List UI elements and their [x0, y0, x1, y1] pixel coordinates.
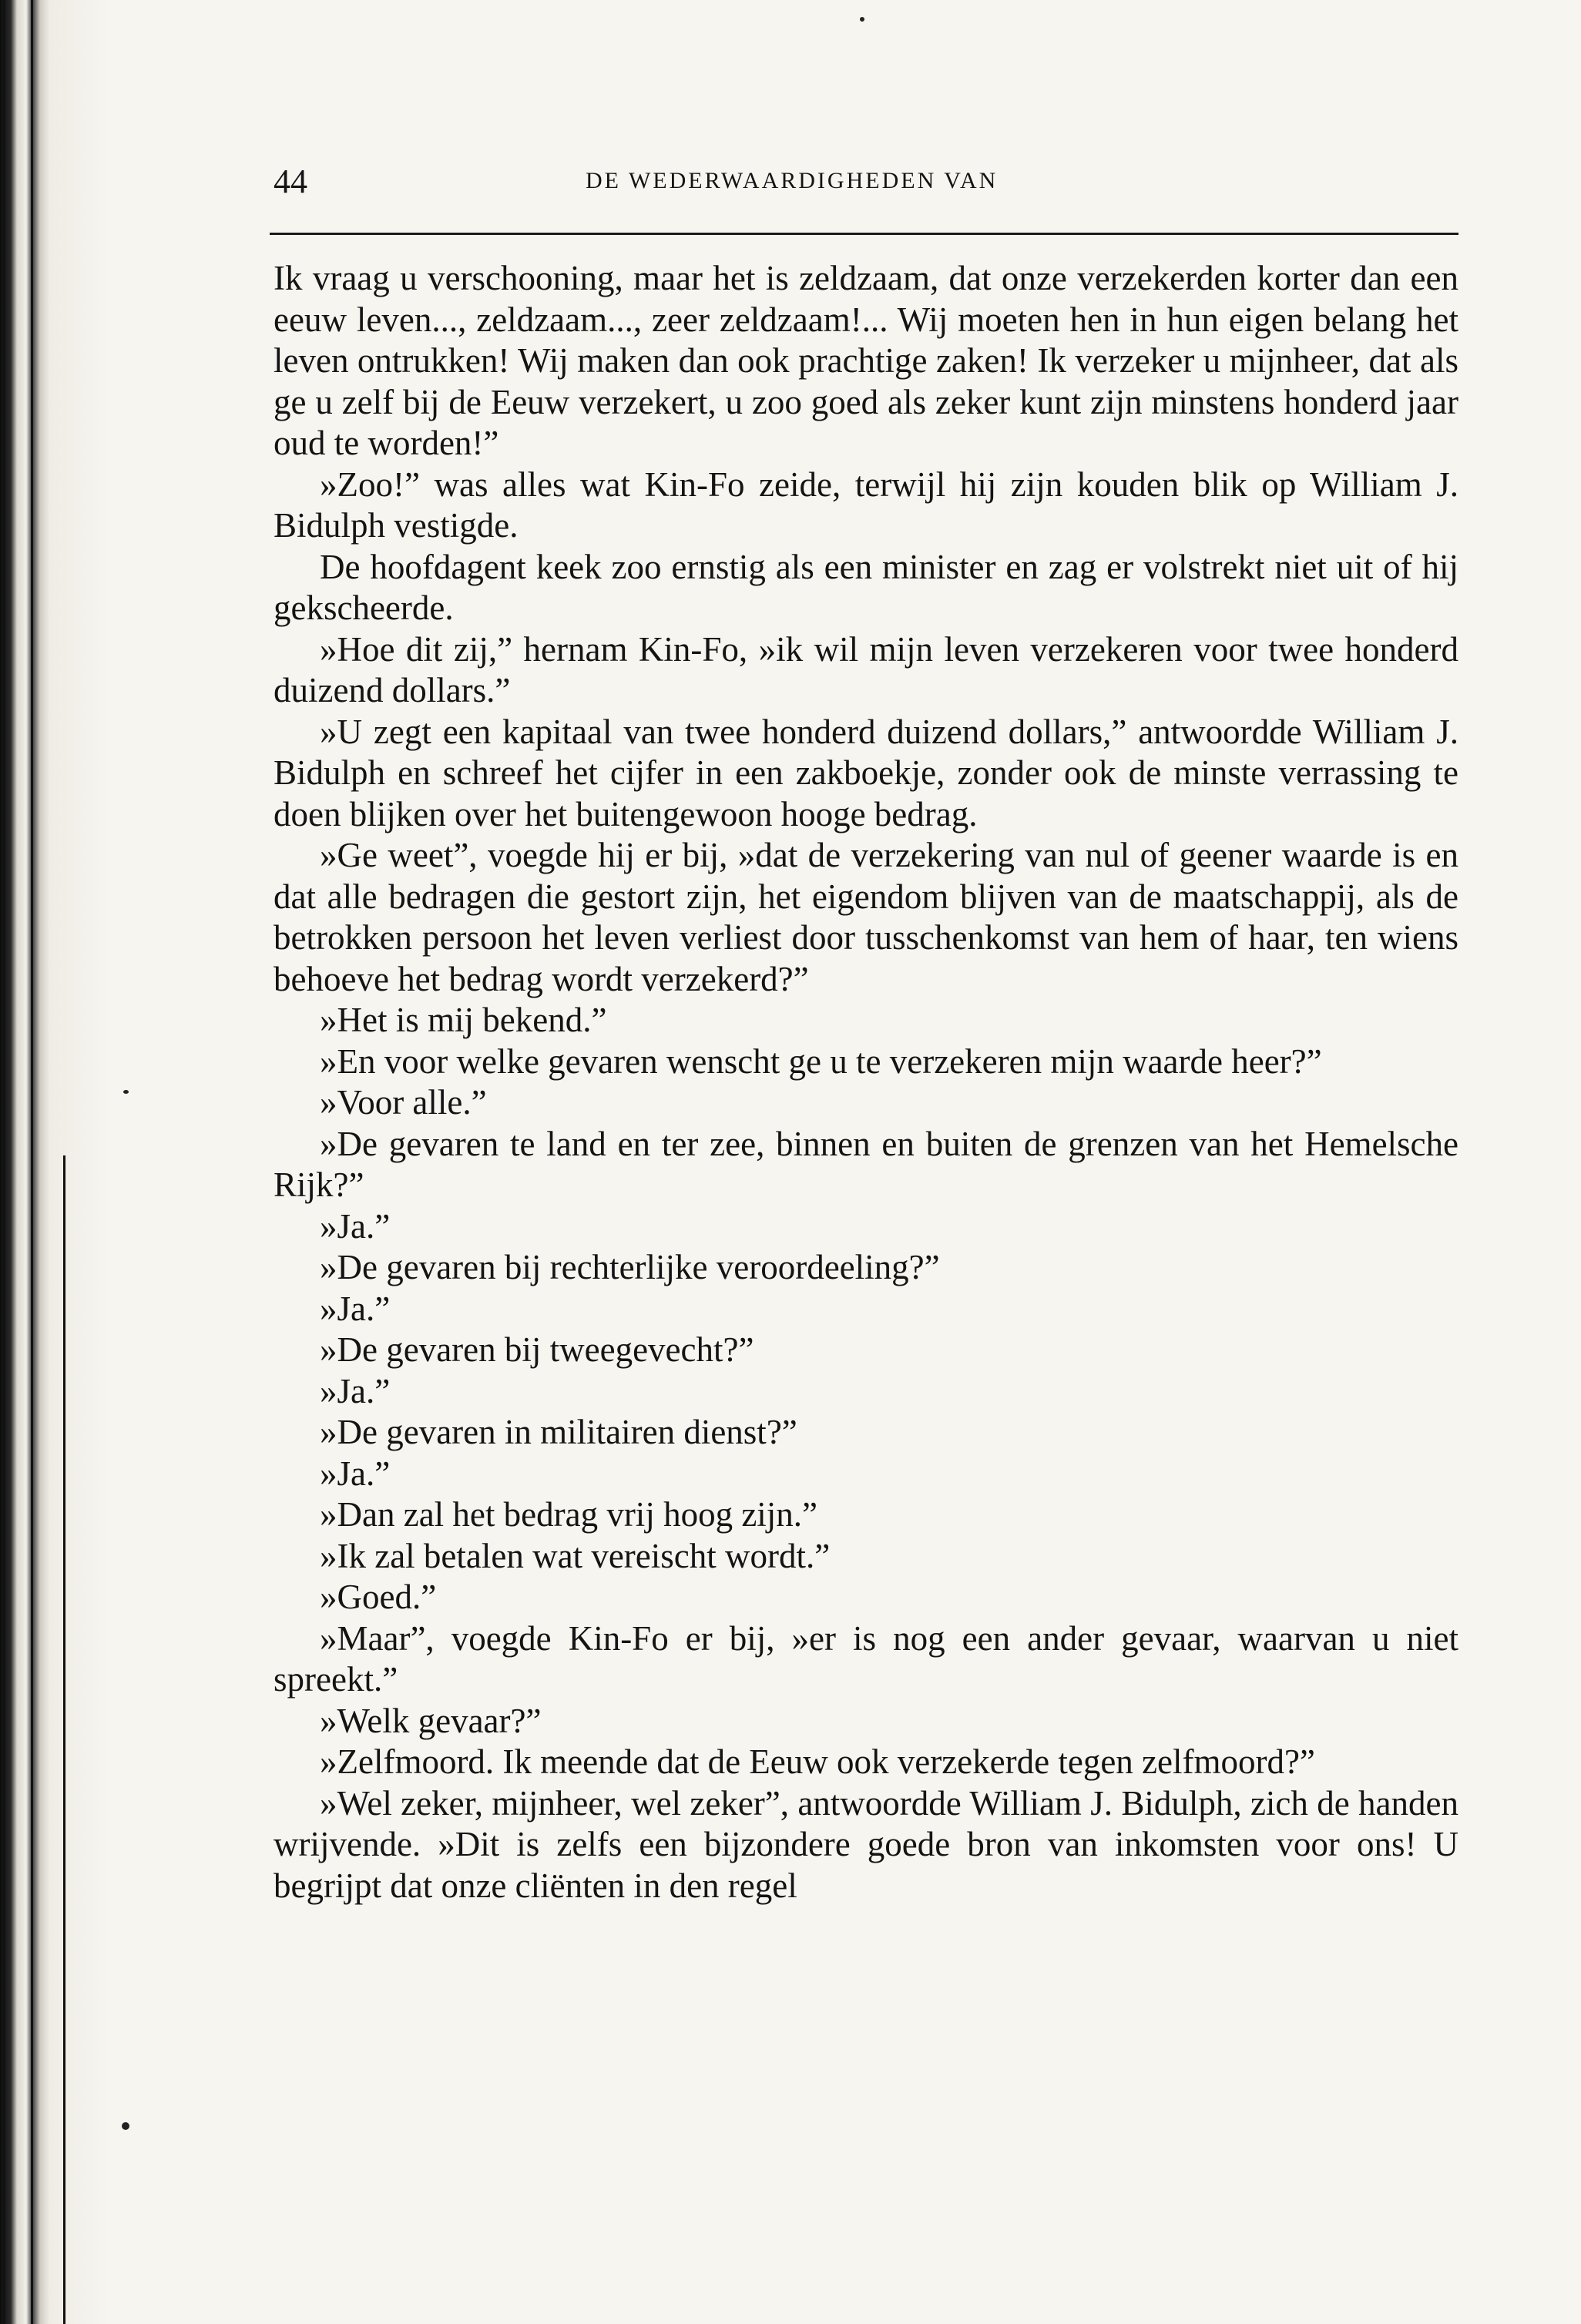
paragraph: »En voor welke gevaren wenscht ge u te verzekeren mijn waarde heer?”: [320, 1041, 1322, 1081]
paragraph: De hoofdagent keek zoo ernstig als een minister en zag er volstrekt niet uit of hij gekscheerde.: [274, 547, 1458, 627]
paragraph: »De gevaren in militairen dienst?”: [320, 1413, 797, 1451]
paragraph: »Ja.”: [320, 1206, 391, 1246]
paragraph: »U zegt een kapitaal van twee honderd duizend dollars,” antwoordde William J. Bidulph en schreef het cijfer in een zakboekje, zonder ook de minste verrassing te doen blijken over het buitengewoon hooge bedrag.: [274, 712, 1458, 833]
book-page: [274, 162, 1458, 1906]
binding-dark-line: [63, 1155, 65, 2324]
paragraph: »Ik zal betalen wat vereischt wordt.”: [320, 1536, 831, 1575]
paragraph: »Het is mij bekend.”: [320, 1001, 607, 1039]
paper-speck: [123, 1090, 129, 1094]
paragraph: »Ja.”: [320, 1289, 391, 1328]
paper-speck: [122, 2122, 129, 2130]
paragraph: »Maar”, voegde Kin-Fo er bij, »er is nog een ander gevaar, waarvan u niet spreekt.”: [274, 1618, 1458, 1699]
paper-speck: [860, 17, 864, 22]
paragraph: »Ge weet”, voegde hij er bij, »dat de verzekering van nul of geener waarde is en dat alle bedragen die gestort zijn, het eigendom blijven van de maatschappij, als de betrokken persoon het leven verliest door tusschenkomst van hem of haar, ten wiens behoeve het bedrag wordt verzekerd?”: [274, 836, 1458, 998]
paragraph: »De gevaren bij tweegevecht?”: [320, 1330, 754, 1369]
paragraph: »Ja.”: [320, 1371, 391, 1410]
body-text: [274, 258, 1458, 1906]
running-title: DE WEDERWAARDIGHEDEN VAN: [586, 168, 999, 193]
paragraph: »Dan zal het bedrag vrij hoog zijn.”: [320, 1495, 818, 1534]
paragraph: »De gevaren bij rechterlijke veroordeeling?”: [320, 1248, 940, 1286]
paragraph: Ik vraag u verschooning, maar het is zeldzaam, dat onze verzekerden korter dan een eeuw leven..., zeldzaam..., zeer zeldzaam!... Wij moeten hen in hun eigen belang het leven ontrukken! Wij maken dan ook prachtige zaken! Ik verzeker u mijnheer, dat als ge u zelf bij de Eeuw verzekert, u zoo goed als zeker kunt zijn minstens honderd jaar oud te worden!”: [274, 259, 1458, 462]
paragraph: »Wel zeker, mijnheer, wel zeker”, antwoordde William J. Bidulph, zich de handen wrijvende. »Dit is zelfs een bijzondere goede bron van inkomsten voor ons! U begrijpt dat onze cliënten in den regel: [274, 1783, 1458, 1905]
header-rule: [270, 233, 1458, 235]
page-number: 44: [274, 163, 307, 200]
paragraph: »Hoe dit zij,” hernam Kin-Fo, »ik wil mijn leven verzekeren voor twee honderd duizend dollars.”: [274, 629, 1458, 709]
running-head: [274, 162, 1458, 208]
book-binding-edge: [0, 0, 108, 2324]
binding-dark-line: [3, 0, 5, 2324]
paragraph: »Ja.”: [320, 1454, 391, 1493]
paragraph: »Zelfmoord. Ik meende dat de Eeuw ook verzekerde tegen zelfmoord?”: [320, 1742, 1315, 1781]
binding-dark-line: [31, 0, 33, 2324]
paragraph: »Welk gevaar?”: [320, 1701, 542, 1740]
paragraph: »Zoo!” was alles wat Kin-Fo zeide, terwijl hij zijn kouden blik op William J. Bidulph vestigde.: [274, 464, 1458, 545]
paragraph: »De gevaren te land en ter zee, binnen en buiten de grenzen van het Hemelsche Rijk?”: [274, 1124, 1458, 1204]
paragraph: »Goed.”: [320, 1578, 437, 1616]
paragraph: »Voor alle.”: [320, 1083, 487, 1122]
